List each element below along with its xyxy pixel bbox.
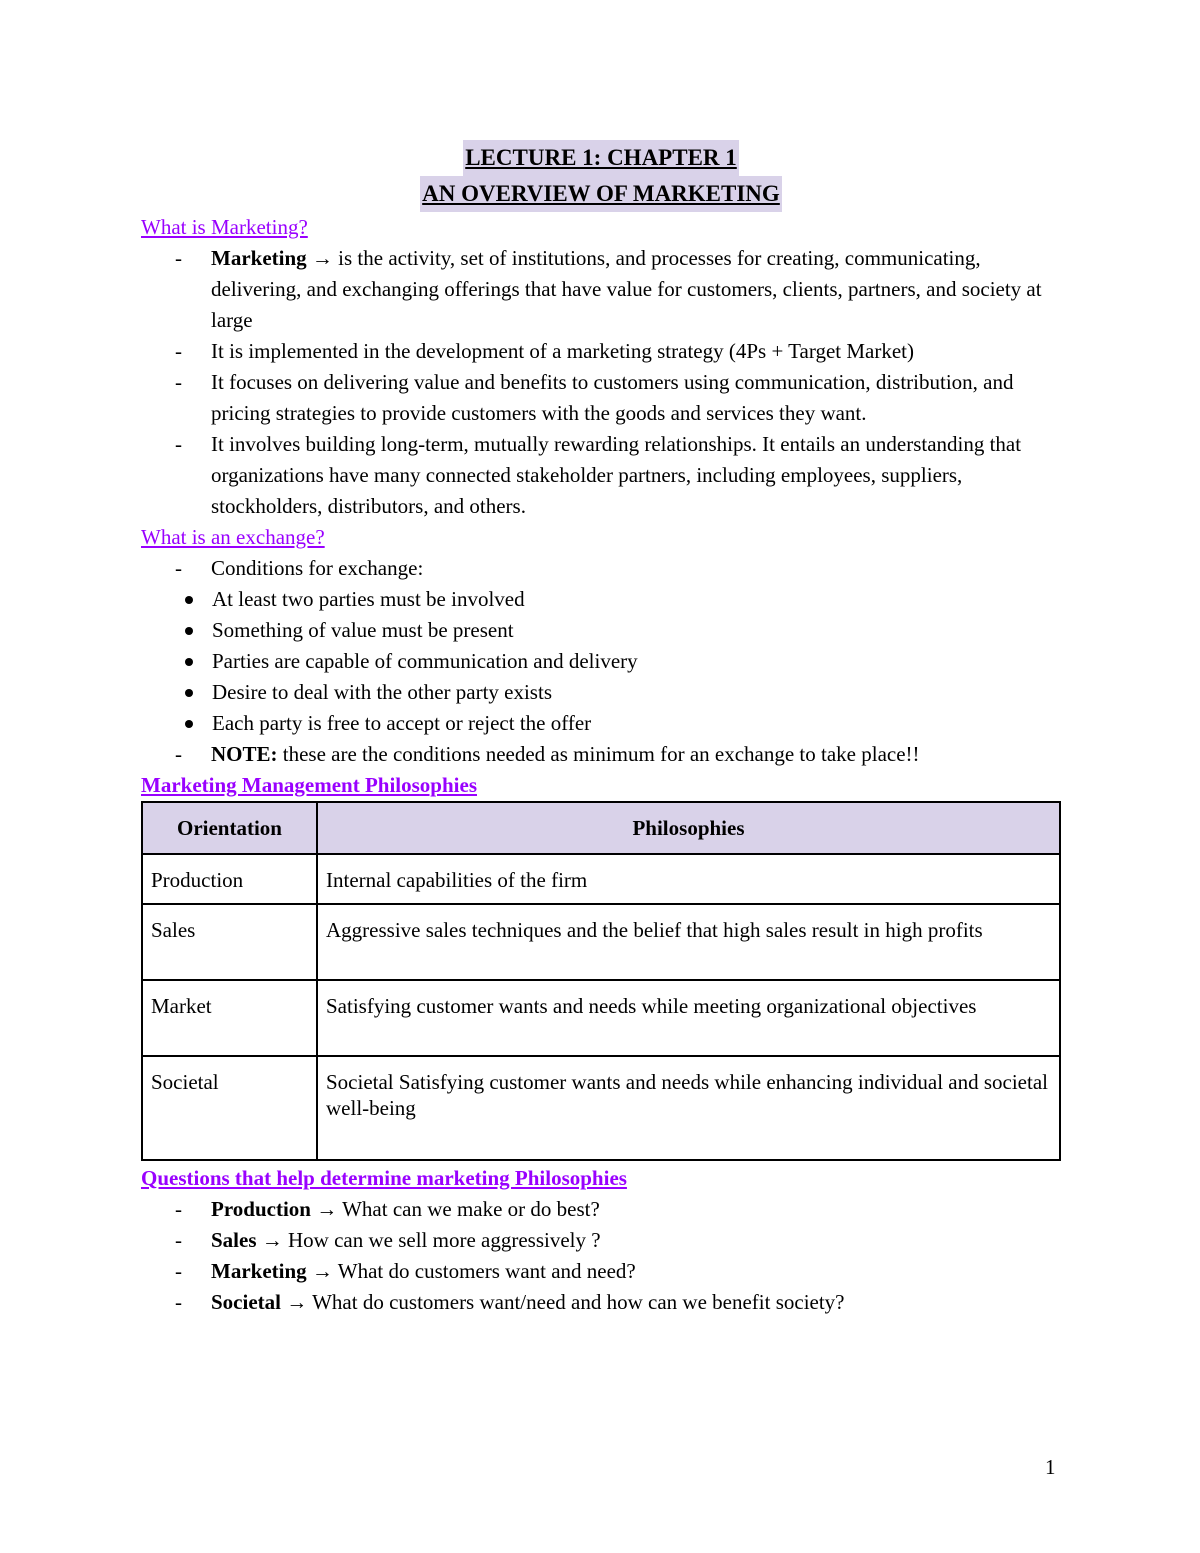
- orientation-cell: Production: [142, 854, 317, 904]
- column-header-orientation: Orientation: [142, 802, 317, 854]
- condition-item: Each party is free to accept or reject the offer: [141, 708, 1061, 739]
- list-item: [141, 1287, 1061, 1318]
- condition-item: Something of value must be present: [141, 615, 1061, 646]
- column-header-philosophies: Philosophies: [317, 802, 1060, 854]
- term-societal: Societal: [211, 1290, 281, 1314]
- heading-what-is-marketing: What is Marketing?: [141, 215, 308, 239]
- table-row: [142, 1056, 1060, 1160]
- item-text: → What can we make or do best?: [310, 1197, 600, 1221]
- list-item: [141, 1225, 1061, 1256]
- orientation-cell: Societal: [142, 1056, 317, 1160]
- heading-questions-philosophies: Questions that help determine marketing Philosophies: [141, 1166, 627, 1190]
- list-item: [141, 429, 1061, 522]
- item-text: → What do customers want and need?: [306, 1259, 636, 1283]
- item-text: It involves building long-term, mutually rewarding relationships. It entails an understanding that organizations have many connected stakeholder partners, including employees, suppliers, stockholders, distributors, and others.: [211, 432, 1022, 518]
- list-item: [141, 367, 1061, 429]
- condition-item: Parties are capable of communication and delivery: [141, 646, 1061, 677]
- list-item: [141, 1256, 1061, 1287]
- item-text: It focuses on delivering value and benefits to customers using communication, distribution, and pricing strategies to provide customers with the goods and services they want.: [211, 370, 1014, 425]
- questions-list: [141, 1194, 1061, 1318]
- philosophy-cell: Societal Satisfying customer wants and needs while enhancing individual and societal well-being: [317, 1056, 1060, 1160]
- title-line-2: AN OVERVIEW OF MARKETING: [420, 176, 782, 212]
- page-content: [141, 140, 1061, 1318]
- item-text: → How can we sell more aggressively ?: [256, 1228, 601, 1252]
- list-item: [141, 1194, 1061, 1225]
- philosophies-table: [141, 801, 1061, 1161]
- item-text: → is the activity, set of institutions, and processes for creating, communicating, delivering, and exchanging offerings that have value for customers, clients, partners, and society at large: [211, 246, 1042, 332]
- term-production: Production: [211, 1197, 311, 1221]
- note-text: these are the conditions needed as minimum for an exchange to take place!!: [277, 742, 920, 766]
- philosophy-cell: Satisfying customer wants and needs while meeting organizational objectives: [317, 980, 1060, 1056]
- conditions-intro: Conditions for exchange:: [211, 556, 424, 580]
- page-number: 1: [1045, 1455, 1056, 1479]
- title-line-1: LECTURE 1: CHAPTER 1: [463, 140, 739, 176]
- orientation-cell: Market: [142, 980, 317, 1056]
- heading-marketing-management-philosophies: Marketing Management Philosophies: [141, 773, 477, 797]
- list-item: [141, 243, 1061, 336]
- list-item: [141, 336, 1061, 367]
- table-row: [142, 904, 1060, 980]
- table-header-row: [142, 802, 1060, 854]
- list-item: [141, 553, 1061, 584]
- note-item: [141, 739, 1061, 770]
- item-text: It is implemented in the development of a marketing strategy (4Ps + Target Market): [211, 339, 914, 363]
- term-marketing: Marketing: [211, 1259, 307, 1283]
- heading-what-is-an-exchange: What is an exchange?: [141, 525, 325, 549]
- table-row: [142, 854, 1060, 904]
- philosophy-cell: Internal capabilities of the firm: [317, 854, 1060, 904]
- item-text: → What do customers want/need and how can we benefit society?: [280, 1290, 845, 1314]
- term-sales: Sales: [211, 1228, 257, 1252]
- condition-item: At least two parties must be involved: [141, 584, 1061, 615]
- note-list: [141, 739, 1061, 770]
- philosophy-cell: Aggressive sales techniques and the belief that high sales result in high profits: [317, 904, 1060, 980]
- conditions-list: [141, 584, 1061, 739]
- table-row: [142, 980, 1060, 1056]
- exchange-list: [141, 553, 1061, 584]
- note-label: NOTE:: [211, 742, 278, 766]
- document-title: [141, 140, 1061, 212]
- condition-item: Desire to deal with the other party exists: [141, 677, 1061, 708]
- orientation-cell: Sales: [142, 904, 317, 980]
- marketing-definition-list: [141, 243, 1061, 522]
- term-marketing: Marketing: [211, 246, 307, 270]
